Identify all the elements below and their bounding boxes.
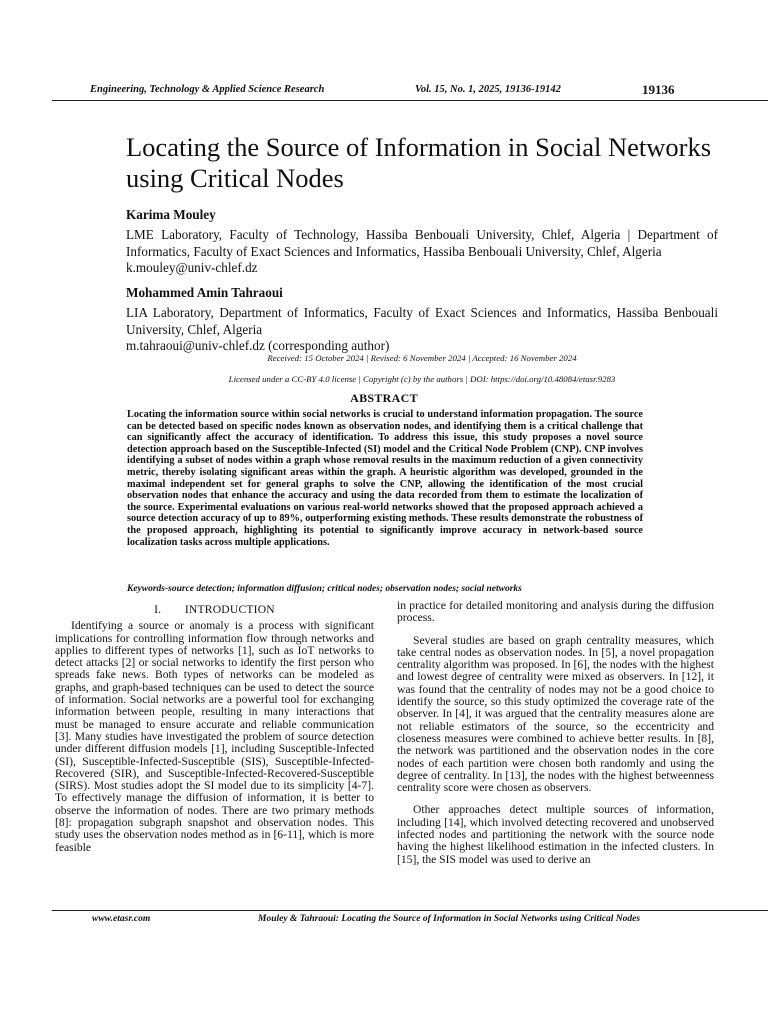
abstract-text: Locating the information source within social networks is crucial to understand information propagation. The source can be detected based on specific nodes known as observation nodes, and identifying them is a critical challenge that can significantly affect the accuracy of identification. To address this issue, this study proposes a novel source detection approach based on the Susceptible-Infected (SI) model and the Critical Node Problem (CNP). CNP involves identifying a subset of nodes within a graph whose removal results in the maximum reduction of a given connectivity metric, thereby isolating significant areas within the graph. A heuristic algorithm was developed, grounded in the maximal independent set for general graphs to solve the CNP, allowing the identification of the most crucial observation nodes that enhance the accuracy and using the data recorded from them to estimate the localization of the source. Experimental evaluations on various real-world networks showed that the proposed approach achieved a source detection accuracy of up to 89%, outperforming existing methods. These results demonstrate the robustness of the proposed approach, highlighting its potential to significantly improve accuracy in network-based source localization tasks across multiple applications. bbox=[127, 409, 643, 548]
paragraph: Identifying a source or anomaly is a process with significant implications for controlling information flow through networks and applies to different types of networks [1], such as IoT networks to detect attacks [2] or social networks to identify the first person who spreads fake news. Both types of networks can be modeled as graphs, and graph-based techniques can be used to detect the source of information. Social networks are a powerful tool for exchanging information between people, resulting in many interactions that must be managed to ensure accurate and reliable communication [3]. Many studies have investigated the problem of source detection under different diffusion models [1], including Susceptible-Infected (SI), Susceptible-Infected-Susceptible (SIS), Susceptible-Infected-Recovered (SIR), and Susceptible-Infected-Recovered-Susceptible (SIRS). Most studies adopt the SI model due to its simplicity [4-7]. To effectively manage the diffusion of information, it is better to observe the information of nodes. There are two primary methods [8]: propagation subgraph snapshot and observation nodes. This study uses the observation nodes method as in [6-11], which is more feasible bbox=[55, 619, 374, 854]
paragraph: Several studies are based on graph centrality measures, which take central nodes as observation nodes. In [5], a novel propagation centrality algorithm was proposed. In [6], the nodes with the highest and lowest degree of centrality were mixed as observers. In [12], it was found that the centrality of nodes may not be a good choice to identify the source, so this study optimized the coverage rate of the observer. In [4], it was argued that the centrality measures alone are not reliable estimators of the source, so the eccentricity and closeness measures were combined to achieve better results. In [8], the network was partitioned and the observation nodes in the core nodes of each partition were chosen both randomly and using the degree of centrality. In [13], the nodes with the highest betweenness centrality score were chosen as observers. bbox=[397, 633, 714, 795]
author-email: k.mouley@univ-chlef.dz bbox=[126, 260, 258, 276]
volume-info: Vol. 15, No. 1, 2025, 19136-19142 bbox=[415, 84, 561, 95]
author-block-1 bbox=[126, 207, 718, 277]
journal-name: Engineering, Technology & Applied Science Research bbox=[90, 84, 325, 95]
paper-title: Locating the Source of Information in Social Networks using Critical Nodes bbox=[126, 131, 712, 193]
author-block-2 bbox=[126, 285, 718, 355]
footer-website: www.etasr.com bbox=[92, 914, 151, 924]
abstract-heading: ABSTRACT bbox=[350, 391, 418, 405]
submission-dates: Received: 15 October 2024 | Revised: 6 November 2024 | Accepted: 16 November 2024 bbox=[267, 353, 577, 363]
license-line: Licensed under a CC-BY 4.0 license | Copyright (c) by the authors | DOI: https://doi.org/10.48084/etasr.9283 bbox=[228, 374, 616, 384]
author-name: Karima Mouley bbox=[126, 207, 216, 222]
author-email: m.tahraoui@univ-chlef.dz (corresponding author) bbox=[126, 338, 390, 354]
left-column bbox=[55, 604, 374, 854]
header-rule bbox=[52, 100, 768, 101]
right-column bbox=[397, 600, 714, 866]
paragraph: Other approaches detect multiple sources of information, including [14], which involved detecting recovered and unobserved infected nodes and partitioning the network with the source node having the highest likelihood estimation in the infected clusters. In [15], the SIS model was used to derive an bbox=[397, 803, 714, 866]
page-number: 19136 bbox=[642, 82, 675, 97]
section-heading: I. INTRODUCTION bbox=[154, 603, 275, 616]
author-affiliation: LIA Laboratory, Department of Informatics, Faculty of Exact Sciences and Informatics, Hassiba Benbouali University, Chlef, Algeria bbox=[126, 305, 718, 337]
keywords: Keywords-source detection; information diffusion; critical nodes; observation nodes; social networks bbox=[127, 584, 522, 594]
author-affiliation: LME Laboratory, Faculty of Technology, Hassiba Benbouali University, Chlef, Algeria | Department of Informatics, Faculty of Exact Sciences and Informatics, Hassiba Benbouali University, Chlef, Algeria bbox=[126, 227, 718, 259]
footer-rule bbox=[52, 910, 768, 911]
paragraph-continuation: in practice for detailed monitoring and analysis during the diffusion process. bbox=[397, 599, 714, 625]
footer-running-title: Mouley & Tahraoui: Locating the Source of Information in Social Networks using Critical Nodes bbox=[258, 914, 641, 924]
author-name: Mohammed Amin Tahraoui bbox=[126, 285, 283, 300]
